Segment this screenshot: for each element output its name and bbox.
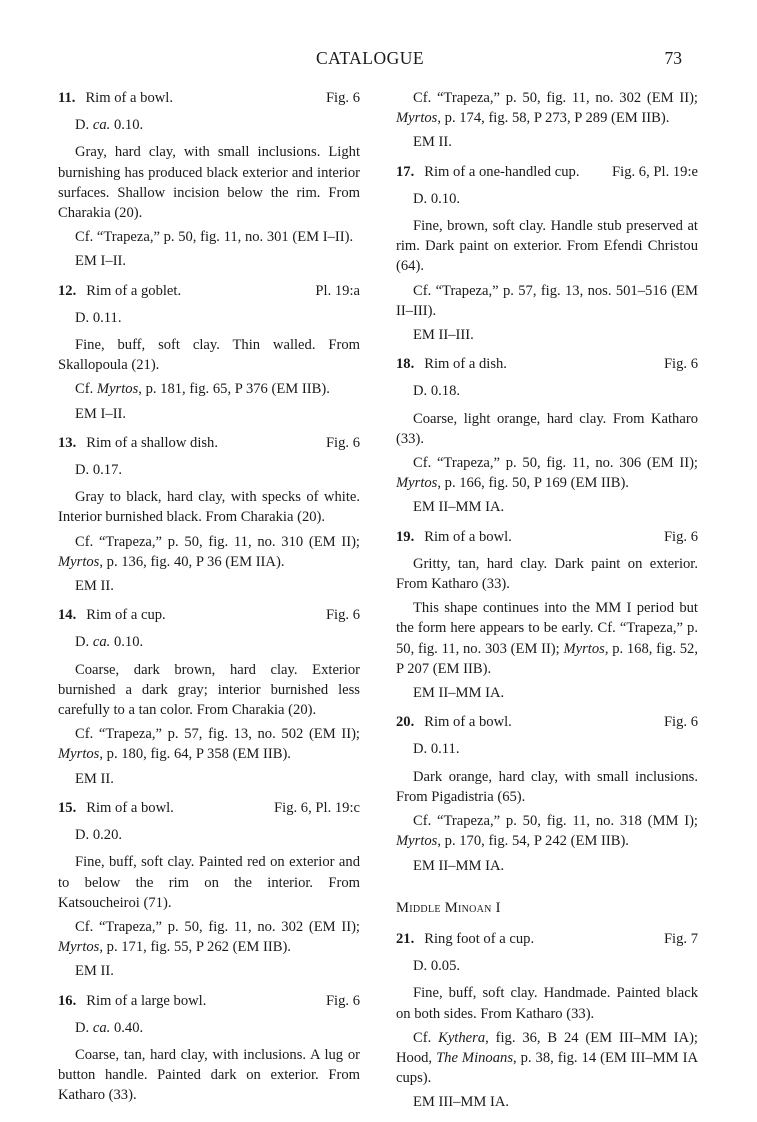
catalogue-entry-20 [396, 712, 698, 875]
entry-number: 16. [58, 992, 77, 1009]
catalogue-entry-18 [396, 354, 698, 517]
right-column [396, 88, 698, 1122]
dimension: D. 0.11. [413, 741, 460, 758]
date-range: EM II–MM IA. [413, 857, 505, 874]
description: Coarse, dark brown, hard clay. Exterior burnished a dark gray; interior burnished less carefully to a tan color. From Charakia (20). [58, 661, 360, 719]
date-range: EM I–II. [75, 405, 127, 422]
dimension: D. 0.18. [413, 383, 461, 400]
description: Dark orange, hard clay, with small inclusions. From Pigadistria (65). [396, 768, 698, 805]
comparison: Cf. Myrtos, p. 181, fig. 65, P 376 (EM IIB). [75, 381, 330, 398]
description: Fine, buff, soft clay. Painted red on exterior and to below the rim on the interior. From Katsoucheiroi (71). [58, 854, 360, 911]
catalogue-entry-21 [396, 929, 698, 1113]
entry-number: 18. [396, 356, 415, 373]
comparison: Cf. Kythera, fig. 36, B 24 (EM III–MM IA); Hood, The Minoans, p. 38, fig. 14 (EM III–MM IA cups). [396, 1029, 698, 1087]
description: Fine, buff, soft clay. Thin walled. From Skallopoula (21). [58, 337, 360, 374]
entry-number: 13. [58, 434, 77, 451]
comparison: Cf. “Trapeza,” p. 50, fig. 11, no. 318 (MM I); Myrtos, p. 170, fig. 54, P 242 (EM IIB). [396, 813, 698, 850]
entry-number: 14. [58, 607, 77, 624]
date-range: EM II. [75, 770, 114, 787]
entry-title: Rim of a bowl. [424, 528, 512, 545]
catalogue-entry-13 [58, 433, 360, 596]
entry-number: 15. [58, 799, 77, 816]
running-head: CATALOGUE [315, 48, 425, 68]
entry-title: Rim of a shallow dish. [86, 434, 218, 451]
dimension: D. ca. 0.10. [75, 117, 144, 134]
catalogue-entry-12 [58, 281, 360, 424]
dimension: D. ca. 0.10. [75, 634, 144, 651]
figure-reference: Fig. 6 [325, 434, 360, 451]
figure-reference: Fig. 6, Pl. 19:e [612, 163, 698, 180]
figure-reference: Pl. 19:a [315, 282, 360, 299]
figure-reference: Fig. 6 [663, 356, 698, 373]
figure-reference: Fig. 6 [325, 992, 360, 1009]
dimension: D. 0.17. [75, 462, 123, 479]
entry-title: Rim of a dish. [424, 356, 507, 373]
catalogue-entry-19 [396, 527, 698, 704]
entry-number: 20. [396, 714, 415, 731]
comparison: Cf. “Trapeza,” p. 57, fig. 13, nos. 501–516 (EM II–III). [396, 282, 698, 319]
catalogue-entry-16-continued [396, 88, 698, 153]
entry-number: 21. [396, 930, 415, 947]
catalogue-entry-11 [58, 88, 360, 272]
date-range: EM I–II. [75, 253, 127, 270]
left-column [58, 88, 360, 1115]
entry-number: 19. [396, 528, 415, 545]
figure-reference: Fig. 6 [325, 90, 360, 106]
section-heading: Middle Minoan I [396, 899, 501, 916]
entry-title: Rim of a bowl. [85, 90, 173, 106]
entry-title: Rim of a bowl. [424, 714, 512, 731]
comparison: Cf. “Trapeza,” p. 50, fig. 11, no. 302 (EM II); Myrtos, p. 174, fig. 58, P 273, P 289 (EM IIB). [396, 90, 698, 127]
catalogue-entry-15 [58, 798, 360, 982]
figure-reference: Fig. 6 [663, 528, 698, 545]
catalogue-entry-14 [58, 605, 360, 789]
description: Coarse, tan, hard clay, with inclusions. A lug or button handle. Painted dark on exterior. From Katharo (33). [58, 1046, 360, 1104]
date-range: EM II. [75, 578, 114, 595]
comparison: Cf. “Trapeza,” p. 50, fig. 11, no. 306 (EM II); Myrtos, p. 166, fig. 50, P 169 (EM IIB). [396, 455, 698, 492]
page-header [58, 48, 682, 72]
description: Gritty, tan, hard clay. Dark paint on exterior. From Katharo (33). [396, 555, 698, 593]
date-range: EM II–MM IA. [413, 685, 505, 702]
comparison: Cf. “Trapeza,” p. 50, fig. 11, no. 301 (EM I–II). [75, 229, 354, 246]
entry-title: Rim of a goblet. [86, 282, 182, 299]
comparison: This shape continues into the MM I period but the form here appears to be early. Cf. “Trapeza,” p. 50, fig. 11, no. 303 (EM II); Myrtos, p. 168, fig. 52, P 207 (EM IIB). [396, 600, 698, 677]
description: Coarse, light orange, hard clay. From Katharo (33). [396, 410, 698, 447]
entry-title: Rim of a bowl. [86, 799, 174, 816]
catalogue-entry-17 [396, 162, 698, 346]
catalogue-entry-16 [58, 991, 360, 1106]
page-number: 73 [664, 48, 682, 68]
description: Fine, buff, soft clay. Handmade. Painted black on both sides. From Katharo (33). [396, 985, 698, 1022]
date-range: EM II. [413, 134, 452, 151]
entry-title: Rim of a one-handled cup. [424, 163, 580, 180]
dimension: D. 0.05. [413, 958, 461, 975]
description: Gray, hard clay, with small inclusions. Light burnishing has produced black exterior and interior surfaces. Shallow incision below the rim. From Charakia (20). [58, 144, 360, 222]
entry-title: Rim of a large bowl. [86, 992, 207, 1009]
entry-number: 12. [58, 282, 77, 299]
date-range: EM II–III. [413, 327, 474, 344]
date-range: EM III–MM IA. [413, 1094, 510, 1111]
comparison: Cf. “Trapeza,” p. 50, fig. 11, no. 302 (EM II); Myrtos, p. 171, fig. 55, P 262 (EM IIB). [58, 918, 360, 956]
date-range: EM II. [75, 963, 114, 980]
dimension: D. 0.20. [75, 827, 123, 844]
dimension: D. ca. 0.40. [75, 1019, 144, 1036]
figure-reference: Fig. 6 [325, 607, 360, 624]
entry-title: Ring foot of a cup. [424, 930, 535, 947]
description: Gray to black, hard clay, with specks of white. Interior burnished black. From Charakia (20). [58, 489, 360, 526]
entry-number: 17. [396, 163, 415, 180]
dimension: D. 0.11. [75, 309, 122, 326]
figure-reference: Fig. 6, Pl. 19:c [274, 799, 360, 816]
date-range: EM II–MM IA. [413, 499, 505, 516]
dimension: D. 0.10. [413, 190, 461, 207]
description: Fine, brown, soft clay. Handle stub preserved at rim. Dark paint on exterior. From Efendi Christou (64). [396, 218, 698, 275]
entry-title: Rim of a cup. [86, 607, 166, 624]
figure-reference: Fig. 7 [663, 930, 698, 947]
comparison: Cf. “Trapeza,” p. 57, fig. 13, no. 502 (EM II); Myrtos, p. 180, fig. 64, P 358 (EM IIB). [58, 726, 360, 763]
entry-number: 11. [58, 90, 76, 106]
comparison: Cf. “Trapeza,” p. 50, fig. 11, no. 310 (EM II); Myrtos, p. 136, fig. 40, P 36 (EM IIA). [58, 533, 360, 570]
figure-reference: Fig. 6 [663, 714, 698, 731]
